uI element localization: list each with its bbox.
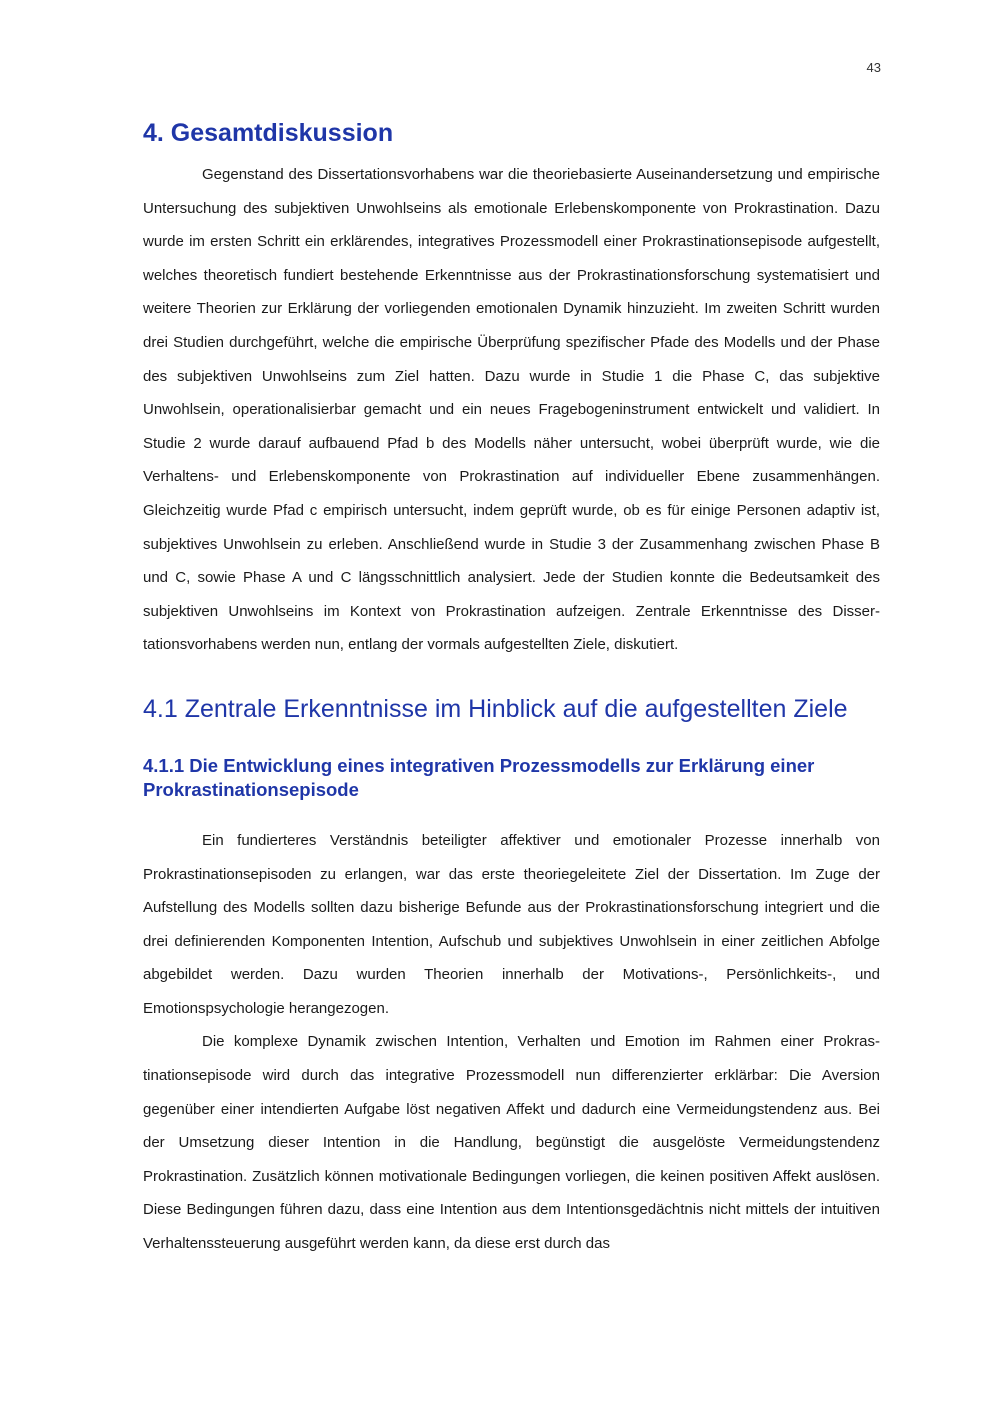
- subsection-title: 4.1.1 Die Entwicklung eines integrativen Prozessmodells zur Erklärung einer Prokrastinationsepisode: [143, 754, 815, 800]
- subsection-paragraph-2: Die komplexe Dynamik zwischen Intention, Verhalten und Emotion im Rahmen einer Prokrastinationsepisode wird durch das integrative Prozessmodell nun differenzierter erklärbar: Die Aversion gegenüber einer intendierten Aufgabe löst negativen Affekt und dadurch eine Vermeidungstendenz aus. Bei der Umsetzung dieser Intention in die Handlung, begünstigt die ausgelöste Vermeidungstendenz Prokrastination. Zusätzlich können motivationale Bedingungen vorliegen, die keinen positiven Affekt auslösen. Diese Bedingungen führen dazu, dass eine Intention aus dem Intentionsgedächtnis nicht mittels der intuitiven Verhaltenssteuerung ausgeführt werden kann, da diese erst durch das: [143, 1033, 880, 1253]
- chapter-intro-paragraph: Gegenstand des Dissertationsvorhabens war die theoriebasierte Auseinandersetzung und empirische Untersuchung des subjektiven Unwohlseins als emotionale Erlebenskomponente von Prokrastination. Dazu wurde im ersten Schritt ein erklärendes, integratives Prozessmodell einer Prokrastinationsepisode aufgestellt, welches theoretisch fundiert bestehende Erkenntnisse aus der Prokrastinationsforschung systematisiert und weitere Theorien zur Erklärung der vorliegenden emotionalen Dynamik hinzuzieht. Im zweiten Schritt wurden drei Studien durchgeführt, welche die empirische Überprüfung spezifischer Pfade des Modells und der Phase des subjektiven Unwohlseins zum Ziel hatten. Dazu wurde in Studie 1 die Phase C, das subjektive Unwohlsein, operationalisierbar gemacht und ein neues Fragebogeninstrument entwickelt und validiert. In Studie 2 wurde darauf aufbauend Pfad b des Modells näher untersucht, wobei überprüft wurde, wie die Verhaltens- und Erlebenskomponente von Prokrastination auf individueller Ebene zusammenhängen. Gleichzeitig wurde Pfad c empirisch untersucht, indem geprüft wurde, ob es für einige Personen adaptiv ist, subjektives Unwohlsein zu erleben. Anschließend wurde in Studie 3 der Zusammenhang zwischen Phase B und C, sowie Phase A und C längsschnittlich analysiert. Jede der Studien konnte die Bedeutsamkeit des subjektiven Unwohlseins im Kontext von Prokrastination aufzeigen. Zentrale Erkenntnisse des Dissertationsvorhabens werden nun, entlang der vormals aufgestellten Ziele, diskutiert.: [143, 166, 880, 654]
- page-number: 43: [866, 60, 881, 75]
- page-content: [143, 118, 880, 1261]
- section-title: 4.1 Zentrale Erkenntnisse im Hinblick auf die aufgestellten Ziele: [143, 694, 848, 723]
- chapter-title: 4. Gesamtdiskussion: [143, 119, 394, 147]
- subsection-paragraph-1: Ein fundierteres Verständnis beteiligter affektiver und emotionaler Prozesse innerhalb von Prokrastinationsepisoden zu erlangen, war das erste theoriegeleitete Ziel der Dissertation. Im Zuge der Aufstellung des Modells sollten dazu bisherige Befunde aus der Prokrastinationsforschung integriert und die drei definierenden Komponenten Intention, Aufschub und subjektives Unwohlsein in einer zeitlichen Abfolge abgebildet werden. Dazu wurden Theorien innerhalb der Motivations-, Persönlichkeits-, und Emotionspsychologie herangezogen.: [143, 831, 880, 1017]
